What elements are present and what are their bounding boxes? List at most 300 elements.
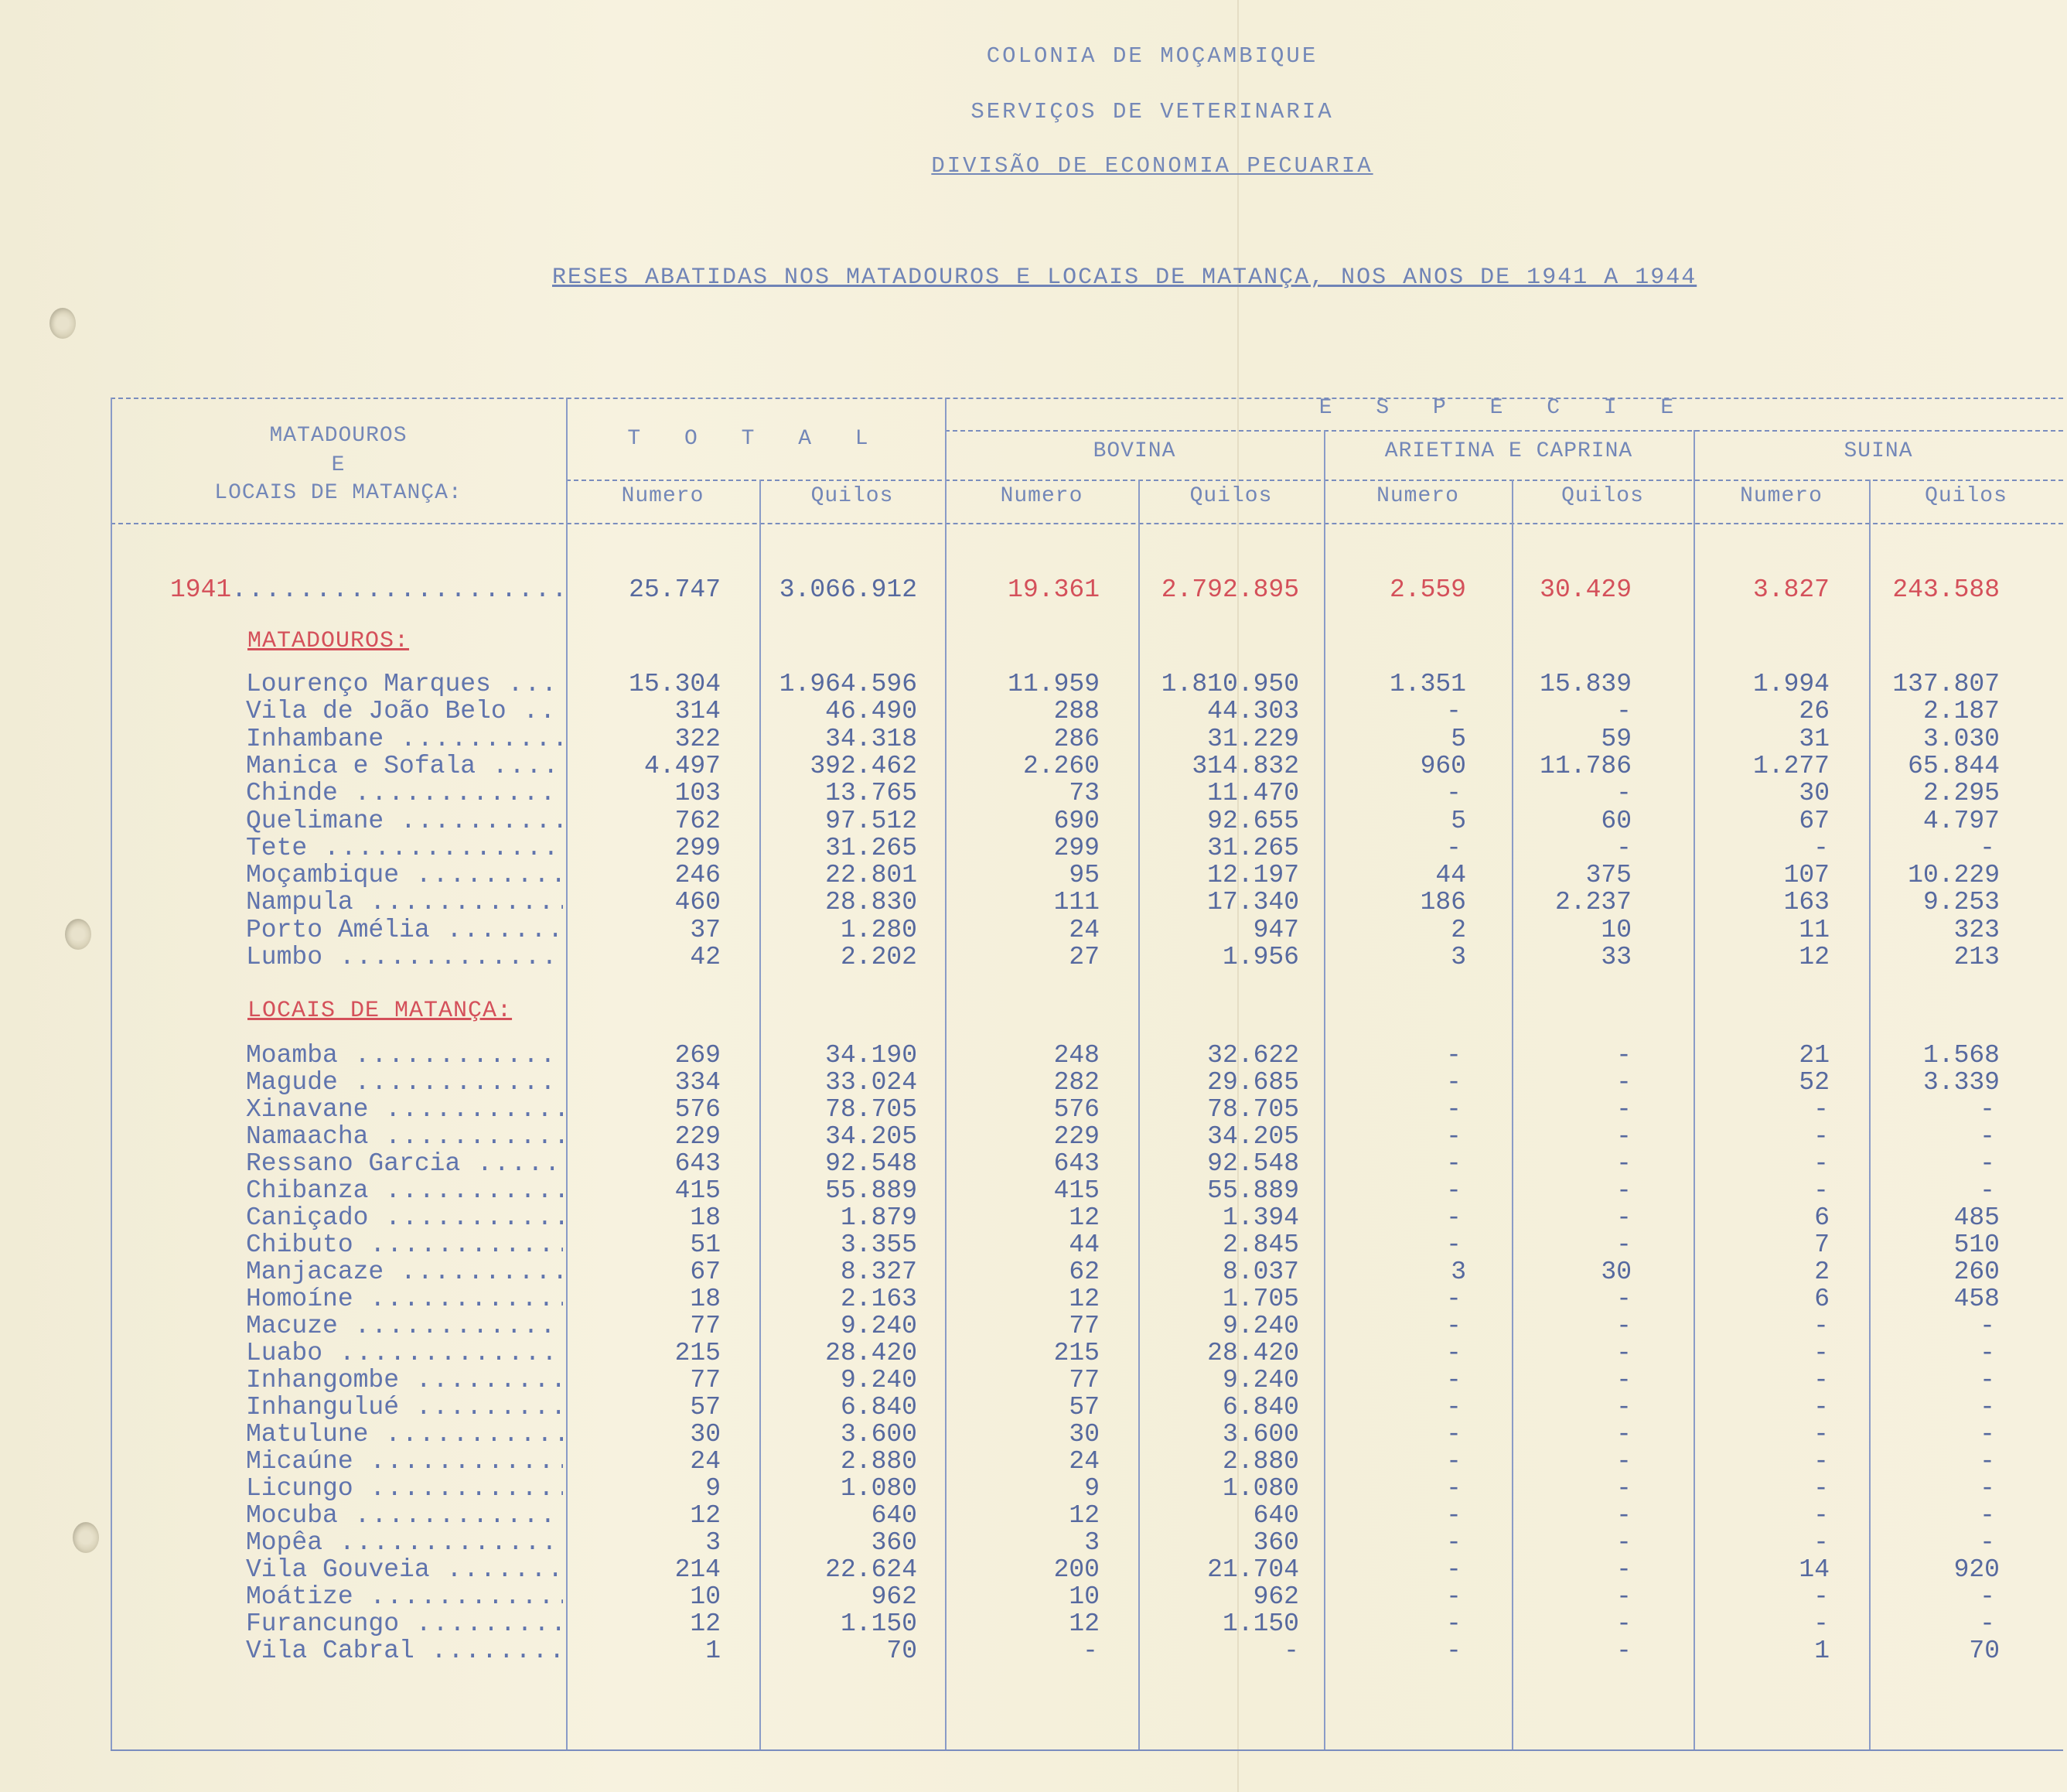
- total-quilos: 13.765: [825, 779, 917, 808]
- suina-numero: -: [1813, 1393, 1829, 1422]
- table-row: [0, 834, 2067, 862]
- table-row: [0, 861, 2067, 889]
- arietina-numero: -: [1446, 1068, 1462, 1097]
- bovina-quilos: 360: [1253, 1528, 1299, 1557]
- suina-numero: -: [1813, 1366, 1829, 1394]
- suina-numero: 1.994: [1752, 670, 1830, 698]
- row-label: Quelimane .....: [246, 807, 563, 835]
- bovina-quilos: 1.705: [1222, 1285, 1299, 1313]
- col-header-bovina: BOVINA: [1093, 439, 1176, 463]
- suina-quilos: -: [1980, 1609, 1995, 1638]
- arietina-quilos: -: [1616, 1176, 1632, 1205]
- table-row: [0, 670, 2067, 698]
- bovina-quilos: 44.303: [1207, 697, 1299, 726]
- total-quilos: 9.240: [840, 1366, 917, 1394]
- row-label: Chibanza .....: [246, 1176, 563, 1205]
- arietina-quilos: -: [1616, 697, 1632, 726]
- bovina-quilos: 12.197: [1207, 861, 1299, 890]
- table-row: [0, 1339, 2067, 1367]
- total-numero: 1: [705, 1637, 721, 1665]
- suina-quilos: -: [1980, 1312, 1995, 1340]
- table-row: [0, 916, 2067, 944]
- suina-quilos: 3.339: [1922, 1068, 2000, 1097]
- subheader-numero: Numero: [621, 484, 704, 508]
- arietina-quilos: -: [1616, 1582, 1632, 1611]
- arietina-quilos: -: [1616, 1637, 1632, 1665]
- suina-quilos: -: [1980, 1339, 1995, 1367]
- subheader-quilos: Quilos: [810, 484, 894, 508]
- suina-quilos: 10.229: [1908, 861, 2000, 890]
- row-label: Inhambane .....: [246, 725, 563, 753]
- row-label: Manica e Sofala .....: [246, 752, 563, 780]
- arietina-numero: -: [1446, 1447, 1462, 1476]
- total-numero: 24: [690, 1447, 721, 1476]
- row-label: Moamba .....: [246, 1041, 563, 1070]
- arietina-quilos: -: [1616, 1312, 1632, 1340]
- total-numero: 214: [674, 1555, 721, 1584]
- total-quilos: 46.490: [825, 697, 917, 726]
- table-row: [0, 1447, 2067, 1475]
- suina-quilos: -: [1980, 1582, 1995, 1611]
- total-numero: 25.747: [629, 575, 721, 604]
- total-quilos: 2.880: [840, 1447, 917, 1476]
- bovina-quilos: 29.685: [1207, 1068, 1299, 1097]
- suina-numero: 14: [1799, 1555, 1830, 1584]
- section-matadouros: MATADOUROS:: [247, 628, 410, 654]
- bovina-numero: 24: [1069, 915, 1100, 944]
- suina-numero: 67: [1799, 806, 1830, 835]
- table-row: [0, 1068, 2067, 1096]
- row-label: Vila de João Belo .....: [246, 697, 563, 725]
- arietina-numero: -: [1446, 1609, 1462, 1638]
- col-header-especie: E S P E C I E: [1318, 396, 1690, 420]
- total-numero: 67: [690, 1258, 721, 1286]
- total-quilos: 962: [871, 1582, 917, 1611]
- arietina-numero: -: [1446, 1393, 1462, 1422]
- bovina-numero: 215: [1053, 1339, 1100, 1367]
- total-quilos: 34.190: [825, 1041, 917, 1070]
- suina-numero: 3.827: [1752, 575, 1830, 604]
- total-numero: 762: [674, 806, 721, 835]
- row-label: Tete .....: [246, 834, 563, 862]
- total-quilos: 1.150: [840, 1609, 917, 1638]
- bovina-quilos: 2.880: [1222, 1447, 1299, 1476]
- row-label: Moátize .....: [246, 1582, 563, 1611]
- bovina-numero: 62: [1069, 1258, 1100, 1286]
- row-label: Inhangulué .....: [246, 1393, 563, 1422]
- arietina-numero: 3: [1451, 1258, 1466, 1286]
- total-numero: 4.497: [643, 751, 721, 780]
- bovina-quilos: 34.205: [1207, 1122, 1299, 1151]
- total-quilos: 92.548: [825, 1149, 917, 1178]
- arietina-numero: -: [1446, 1555, 1462, 1584]
- row-label: Homoíne .....: [246, 1285, 563, 1313]
- arietina-quilos: -: [1616, 1203, 1632, 1232]
- total-quilos: 392.462: [810, 751, 917, 780]
- total-quilos: 9.240: [840, 1312, 917, 1340]
- arietina-quilos: 2.237: [1554, 888, 1632, 917]
- suina-quilos: 920: [1953, 1555, 2000, 1584]
- bovina-numero: 248: [1053, 1041, 1100, 1070]
- suina-quilos: 70: [1969, 1637, 2000, 1665]
- bovina-numero: 286: [1053, 724, 1100, 753]
- bovina-numero: 288: [1053, 697, 1100, 726]
- suina-quilos: 458: [1953, 1285, 2000, 1313]
- arietina-quilos: 59: [1601, 724, 1632, 753]
- row-label: Vila Cabral .....: [246, 1637, 563, 1665]
- row-label: Furancungo .....: [246, 1609, 563, 1638]
- total-quilos: 31.265: [825, 833, 917, 862]
- subheader-numero: Numero: [1740, 484, 1823, 508]
- arietina-numero: -: [1446, 1285, 1462, 1313]
- total-quilos: 3.355: [840, 1231, 917, 1259]
- row-label: Manjacaze .....: [246, 1258, 563, 1286]
- document-title: RESES ABATIDAS NOS MATADOUROS E LOCAIS DE MATANÇA, NOS ANOS DE 1941 A 1944: [552, 265, 1697, 291]
- total-quilos: 8.327: [840, 1258, 917, 1286]
- total-quilos: 640: [871, 1501, 917, 1530]
- total-quilos: 70: [886, 1637, 917, 1665]
- suina-numero: -: [1813, 1420, 1829, 1449]
- suina-numero: 52: [1799, 1068, 1830, 1097]
- table-row: [0, 1393, 2067, 1421]
- table-row: [0, 1637, 2067, 1664]
- row-label: Micaúne .....: [246, 1447, 563, 1476]
- arietina-numero: -: [1446, 1528, 1462, 1557]
- arietina-numero: -: [1446, 1366, 1462, 1394]
- suina-numero: -: [1813, 1339, 1829, 1367]
- arietina-numero: 3: [1451, 943, 1466, 971]
- arietina-quilos: -: [1616, 1366, 1632, 1394]
- suina-quilos: -: [1980, 1501, 1995, 1530]
- arietina-quilos: -: [1616, 1474, 1632, 1503]
- bovina-quilos: 21.704: [1207, 1555, 1299, 1584]
- total-numero: 15.304: [629, 670, 721, 698]
- bovina-quilos: 17.340: [1207, 888, 1299, 917]
- arietina-quilos: 375: [1585, 861, 1632, 890]
- bovina-numero: 24: [1069, 1447, 1100, 1476]
- total-numero: 37: [690, 915, 721, 944]
- table-row: [0, 1555, 2067, 1583]
- col-header-e: E: [331, 453, 346, 477]
- suina-quilos: 1.568: [1922, 1041, 2000, 1070]
- table-row: [0, 752, 2067, 780]
- total-numero: 18: [690, 1203, 721, 1232]
- bovina-quilos: 11.470: [1207, 779, 1299, 808]
- bovina-numero: 415: [1053, 1176, 1100, 1205]
- total-quilos: 34.205: [825, 1122, 917, 1151]
- bovina-quilos: 32.622: [1207, 1041, 1299, 1070]
- arietina-numero: -: [1446, 1231, 1462, 1259]
- arietina-quilos: -: [1616, 1149, 1632, 1178]
- arietina-quilos: 30.429: [1540, 575, 1632, 604]
- table-row: [0, 807, 2067, 835]
- table-row: [0, 1095, 2067, 1123]
- total-quilos: 2.202: [840, 943, 917, 971]
- suina-numero: -: [1813, 1501, 1829, 1530]
- arietina-quilos: 11.786: [1540, 751, 1632, 780]
- header-service: SERVIÇOS DE VETERINARIA: [970, 99, 1334, 125]
- arietina-numero: -: [1446, 1041, 1462, 1070]
- total-numero: 299: [674, 833, 721, 862]
- bovina-quilos: 3.600: [1222, 1420, 1299, 1449]
- total-numero: 12: [690, 1609, 721, 1638]
- total-quilos: 33.024: [825, 1068, 917, 1097]
- total-quilos: 360: [871, 1528, 917, 1557]
- suina-quilos: -: [1980, 1122, 1995, 1151]
- bovina-quilos: 6.840: [1222, 1393, 1299, 1422]
- suina-quilos: -: [1980, 1528, 1995, 1557]
- row-label: Chinde .....: [246, 779, 563, 807]
- suina-numero: 6: [1814, 1285, 1830, 1313]
- suina-quilos: 213: [1953, 943, 2000, 971]
- bovina-quilos: 28.420: [1207, 1339, 1299, 1367]
- arietina-numero: 5: [1451, 806, 1466, 835]
- total-numero: 3: [705, 1528, 721, 1557]
- row-label: Inhangombe .....: [246, 1366, 563, 1394]
- arietina-numero: 186: [1420, 888, 1466, 917]
- bovina-numero: 576: [1053, 1095, 1100, 1124]
- suina-numero: 6: [1814, 1203, 1830, 1232]
- row-label: Lourenço Marques .....: [246, 670, 563, 698]
- header-division: DIVISÃO DE ECONOMIA PECUARIA: [931, 153, 1373, 179]
- table-row: [0, 1285, 2067, 1312]
- row-label: Namaacha .....: [246, 1122, 563, 1151]
- arietina-quilos: -: [1616, 1501, 1632, 1530]
- suina-quilos: 510: [1953, 1231, 2000, 1259]
- arietina-quilos: -: [1616, 1231, 1632, 1259]
- suina-quilos: 2.187: [1922, 697, 2000, 726]
- arietina-numero: 960: [1420, 751, 1466, 780]
- table-row: [0, 697, 2067, 725]
- arietina-quilos: 60: [1601, 806, 1632, 835]
- total-numero: 215: [674, 1339, 721, 1367]
- suina-quilos: 243.588: [1892, 575, 2000, 604]
- bovina-quilos: 9.240: [1222, 1366, 1299, 1394]
- total-quilos: 3.066.912: [779, 575, 917, 604]
- arietina-quilos: -: [1616, 1555, 1632, 1584]
- row-label: Mopêa .....: [246, 1528, 563, 1557]
- total-numero: 334: [674, 1068, 721, 1097]
- subheader-quilos: Quilos: [1189, 484, 1273, 508]
- row-label: Nampula .....: [246, 888, 563, 916]
- total-numero: 460: [674, 888, 721, 917]
- arietina-quilos: -: [1616, 833, 1632, 862]
- total-quilos: 1.080: [840, 1474, 917, 1503]
- row-label: Porto Amélia .....: [246, 916, 563, 944]
- total-numero: 229: [674, 1122, 721, 1151]
- arietina-numero: -: [1446, 697, 1462, 726]
- total-quilos: 34.318: [825, 724, 917, 753]
- total-quilos: 2.163: [840, 1285, 917, 1313]
- total-quilos: 3.600: [840, 1420, 917, 1449]
- arietina-quilos: -: [1616, 1528, 1632, 1557]
- suina-quilos: -: [1980, 1447, 1995, 1476]
- total-numero: 314: [674, 697, 721, 726]
- bovina-quilos: 314.832: [1192, 751, 1299, 780]
- arietina-numero: 2: [1451, 915, 1466, 944]
- suina-numero: -: [1813, 1447, 1829, 1476]
- bovina-quilos: 2.792.895: [1161, 575, 1299, 604]
- col-header-total: T O T A L: [627, 427, 884, 451]
- bovina-numero: 30: [1069, 1420, 1100, 1449]
- bovina-numero: 44: [1069, 1231, 1100, 1259]
- suina-numero: -: [1813, 1474, 1829, 1503]
- arietina-numero: -: [1446, 1312, 1462, 1340]
- bovina-numero: 690: [1053, 806, 1100, 835]
- table-row: [0, 1474, 2067, 1502]
- suina-quilos: -: [1980, 1420, 1995, 1449]
- suina-quilos: 2.295: [1922, 779, 2000, 808]
- row-label: Licungo .....: [246, 1474, 563, 1503]
- bovina-numero: 299: [1053, 833, 1100, 862]
- arietina-quilos: -: [1616, 1285, 1632, 1313]
- arietina-numero: -: [1446, 1474, 1462, 1503]
- suina-quilos: -: [1980, 1095, 1995, 1124]
- arietina-numero: 2.559: [1389, 575, 1466, 604]
- total-quilos: 1.964.596: [779, 670, 917, 698]
- table-row: [0, 1258, 2067, 1285]
- bovina-quilos: -: [1284, 1637, 1299, 1665]
- suina-numero: 21: [1799, 1041, 1830, 1070]
- bovina-quilos: 92.655: [1207, 806, 1299, 835]
- total-quilos: 28.830: [825, 888, 917, 917]
- bovina-quilos: 31.265: [1207, 833, 1299, 862]
- bovina-numero: 282: [1053, 1068, 1100, 1097]
- bovina-quilos: 640: [1253, 1501, 1299, 1530]
- suina-quilos: 65.844: [1908, 751, 2000, 780]
- suina-numero: -: [1813, 1609, 1829, 1638]
- row-label: Luabo .....: [246, 1339, 563, 1367]
- bovina-numero: 2.260: [1022, 751, 1100, 780]
- arietina-numero: -: [1446, 1203, 1462, 1232]
- suina-quilos: 323: [1953, 915, 2000, 944]
- arietina-numero: -: [1446, 833, 1462, 862]
- table-row: [0, 1231, 2067, 1258]
- bovina-quilos: 8.037: [1222, 1258, 1299, 1286]
- total-quilos: 55.889: [825, 1176, 917, 1205]
- arietina-quilos: 15.839: [1540, 670, 1632, 698]
- bovina-numero: -: [1083, 1637, 1098, 1665]
- col-header-matadouros: MATADOUROS: [269, 424, 408, 448]
- total-numero: 57: [690, 1393, 721, 1422]
- section-locais: LOCAIS DE MATANÇA:: [247, 998, 513, 1024]
- punch-hole: [49, 308, 76, 339]
- bovina-numero: 11.959: [1008, 670, 1100, 698]
- arietina-numero: -: [1446, 1501, 1462, 1530]
- arietina-quilos: -: [1616, 1339, 1632, 1367]
- total-numero: 18: [690, 1285, 721, 1313]
- arietina-quilos: -: [1616, 1393, 1632, 1422]
- arietina-quilos: -: [1616, 779, 1632, 808]
- suina-numero: 11: [1799, 915, 1830, 944]
- year-row: [0, 575, 2067, 603]
- suina-quilos: -: [1980, 1474, 1995, 1503]
- arietina-numero: -: [1446, 1339, 1462, 1367]
- total-numero: 322: [674, 724, 721, 753]
- suina-numero: -: [1813, 1176, 1829, 1205]
- arietina-quilos: 10: [1601, 915, 1632, 944]
- year-label: 1941 .....: [170, 575, 565, 604]
- suina-quilos: 260: [1953, 1258, 2000, 1286]
- bovina-numero: 111: [1053, 888, 1100, 917]
- total-numero: 77: [690, 1366, 721, 1394]
- total-numero: 42: [690, 943, 721, 971]
- suina-numero: -: [1813, 833, 1829, 862]
- suina-quilos: -: [1980, 1366, 1995, 1394]
- suina-numero: 12: [1799, 943, 1830, 971]
- total-numero: 103: [674, 779, 721, 808]
- suina-numero: 7: [1814, 1231, 1830, 1259]
- suina-numero: -: [1813, 1122, 1829, 1151]
- total-numero: 51: [690, 1231, 721, 1259]
- arietina-numero: -: [1446, 1637, 1462, 1665]
- suina-numero: 2: [1814, 1258, 1830, 1286]
- suina-quilos: -: [1980, 1149, 1995, 1178]
- suina-numero: -: [1813, 1149, 1829, 1178]
- row-label: Mocuba .....: [246, 1501, 563, 1530]
- total-numero: 9: [705, 1474, 721, 1503]
- suina-numero: -: [1813, 1312, 1829, 1340]
- suina-quilos: 4.797: [1922, 806, 2000, 835]
- bovina-numero: 12: [1069, 1609, 1100, 1638]
- row-label: Magude .....: [246, 1068, 563, 1097]
- bovina-quilos: 1.080: [1222, 1474, 1299, 1503]
- suina-numero: -: [1813, 1582, 1829, 1611]
- suina-numero: 30: [1799, 779, 1830, 808]
- arietina-quilos: -: [1616, 1095, 1632, 1124]
- table-row: [0, 1501, 2067, 1529]
- col-header-arietina: ARIETINA E CAPRINA: [1384, 439, 1633, 463]
- arietina-numero: 5: [1451, 724, 1466, 753]
- arietina-numero: -: [1446, 1582, 1462, 1611]
- table-row: [0, 1041, 2067, 1069]
- bovina-numero: 77: [1069, 1312, 1100, 1340]
- suina-quilos: -: [1980, 833, 1995, 862]
- total-quilos: 6.840: [840, 1393, 917, 1422]
- arietina-numero: 1.351: [1389, 670, 1466, 698]
- total-quilos: 22.801: [825, 861, 917, 890]
- total-numero: 415: [674, 1176, 721, 1205]
- bovina-numero: 3: [1084, 1528, 1100, 1557]
- bovina-quilos: 1.956: [1222, 943, 1299, 971]
- bovina-numero: 10: [1069, 1582, 1100, 1611]
- arietina-numero: -: [1446, 1122, 1462, 1151]
- bovina-numero: 229: [1053, 1122, 1100, 1151]
- row-label: Xinavane .....: [246, 1095, 563, 1124]
- total-numero: 77: [690, 1312, 721, 1340]
- suina-numero: 1.277: [1752, 751, 1830, 780]
- bovina-quilos: 78.705: [1207, 1095, 1299, 1124]
- table-row: [0, 943, 2067, 971]
- total-numero: 30: [690, 1420, 721, 1449]
- suina-quilos: 3.030: [1922, 724, 2000, 753]
- bovina-quilos: 1.150: [1222, 1609, 1299, 1638]
- suina-numero: -: [1813, 1095, 1829, 1124]
- bovina-quilos: 947: [1253, 915, 1299, 944]
- subheader-quilos: Quilos: [1561, 484, 1644, 508]
- bovina-numero: 27: [1069, 943, 1100, 971]
- bovina-quilos: 92.548: [1207, 1149, 1299, 1178]
- bovina-numero: 73: [1069, 779, 1100, 808]
- total-numero: 246: [674, 861, 721, 890]
- bovina-numero: 643: [1053, 1149, 1100, 1178]
- arietina-quilos: 30: [1601, 1258, 1632, 1286]
- row-label: Matulune .....: [246, 1420, 563, 1449]
- bovina-numero: 200: [1053, 1555, 1100, 1584]
- suina-numero: 107: [1783, 861, 1830, 890]
- subheader-numero: Numero: [1376, 484, 1459, 508]
- table-row: [0, 1149, 2067, 1177]
